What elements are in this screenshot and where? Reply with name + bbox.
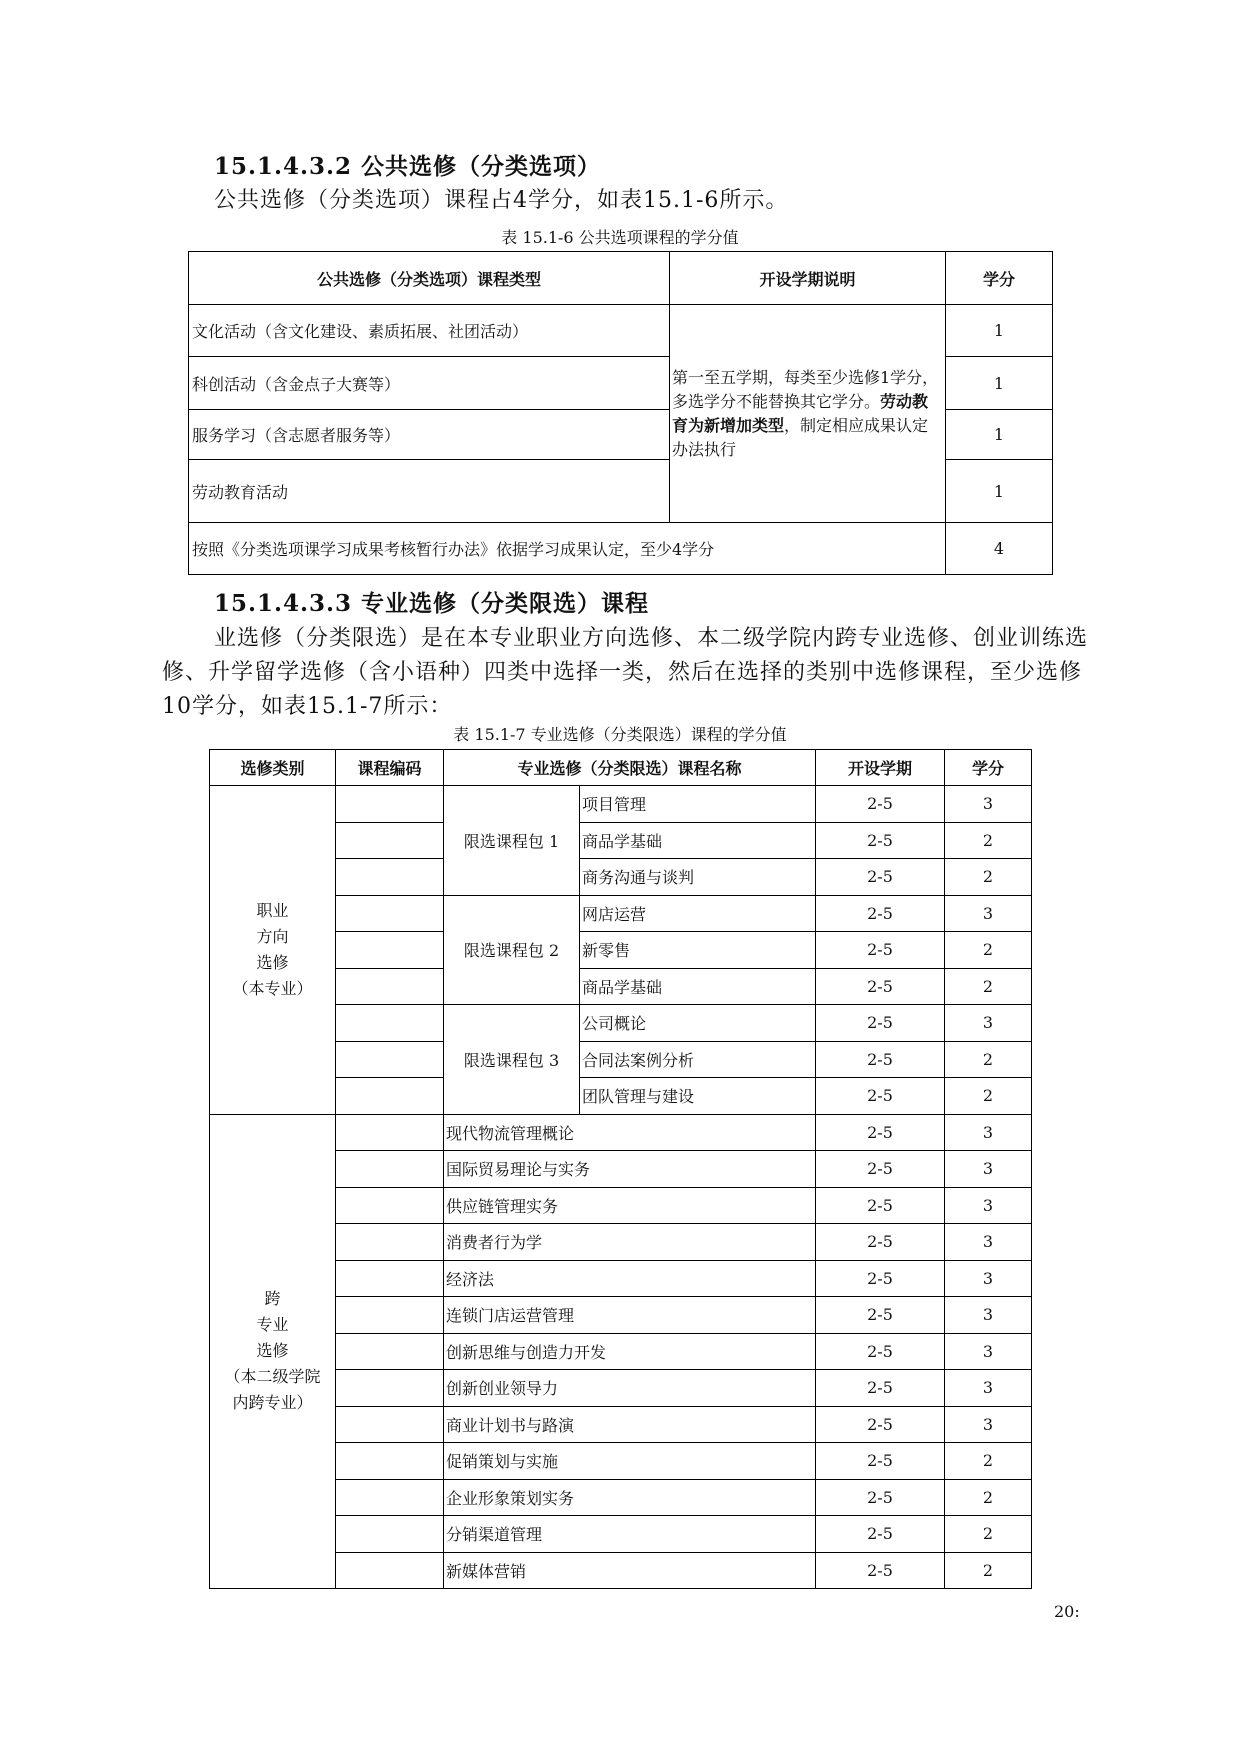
- credit-table-public-elective: [188, 251, 1053, 575]
- credit-cell: 1: [946, 460, 1053, 523]
- course-name-cell: 消费者行为学: [444, 1224, 816, 1261]
- term-cell: 2-5: [816, 1005, 945, 1042]
- term-cell: 2-5: [816, 1406, 945, 1443]
- category-cell: [210, 786, 336, 1115]
- column-header: 课程编码: [336, 750, 444, 786]
- term-cell: 2-5: [816, 1260, 945, 1297]
- column-header: 开设学期: [816, 750, 945, 786]
- category-label-line: 跨: [264, 1289, 281, 1309]
- course-name-cell: 公司概论: [580, 1005, 816, 1042]
- term-cell: 2-5: [816, 822, 945, 859]
- course-code-cell: [336, 1443, 444, 1480]
- table-caption: 表 15.1-7 专业选修（分类限选）课程的学分值: [453, 725, 787, 744]
- course-name-cell: 商务沟通与谈判: [580, 859, 816, 896]
- page-number: 20:: [1054, 1602, 1080, 1621]
- course-code-cell: [336, 822, 444, 859]
- course-name-cell: 合同法案例分析: [580, 1041, 816, 1078]
- table-row: [210, 786, 1032, 823]
- credit-cell: 1: [946, 305, 1053, 357]
- credit-cell: 3: [945, 1297, 1032, 1334]
- term-cell: 2-5: [816, 1114, 945, 1151]
- course-name-cell: 项目管理: [580, 786, 816, 823]
- category-label-line: 方向: [256, 926, 289, 946]
- category-label-line: 选修: [256, 1341, 289, 1361]
- term-cell: 2-5: [816, 859, 945, 896]
- column-header: 学分: [945, 750, 1032, 786]
- credit-cell: 2: [945, 822, 1032, 859]
- credit-cell: 2: [945, 1078, 1032, 1115]
- course-name-cell: 分销渠道管理: [444, 1516, 816, 1553]
- section-heading: 15.1.4.3.3 专业选修（分类限选）课程: [214, 590, 650, 617]
- credit-cell: 2: [945, 932, 1032, 969]
- course-code-cell: [336, 1406, 444, 1443]
- package-name-cell: 限选课程包 2: [444, 895, 580, 1005]
- term-cell: 2-5: [816, 968, 945, 1005]
- credit-table-professional-elective: [209, 749, 1032, 1589]
- course-name-cell: 企业形象策划实务: [444, 1479, 816, 1516]
- course-code-cell: [336, 1479, 444, 1516]
- course-type-cell: 科创活动（含金点子大赛等）: [189, 357, 670, 410]
- package-name-cell: 限选课程包 3: [444, 1005, 580, 1115]
- term-note-text: 第一至五学期，每类至少选修1学分，多选学分不能替换其它学分。: [672, 367, 939, 411]
- table-row: [210, 1114, 1032, 1151]
- course-name-cell: 创新创业领导力: [444, 1370, 816, 1407]
- table-row: [189, 305, 1053, 357]
- course-name-cell: 连锁门店运营管理: [444, 1297, 816, 1334]
- column-header: 学分: [946, 252, 1053, 305]
- term-cell: 2-5: [816, 1078, 945, 1115]
- term-cell: 2-5: [816, 932, 945, 969]
- category-label-line: （本二级学院: [224, 1367, 321, 1387]
- category-label-line: 专业: [256, 1315, 289, 1335]
- term-cell: 2-5: [816, 1516, 945, 1553]
- credit-cell: 3: [945, 1151, 1032, 1188]
- footer-note-cell: 按照《分类选项课学习成果考核暂行办法》依据学习成果认定，至少4学分: [189, 523, 946, 575]
- course-name-cell: 团队管理与建设: [580, 1078, 816, 1115]
- term-cell: 2-5: [816, 1333, 945, 1370]
- table-row: [189, 523, 1053, 575]
- credit-cell: 3: [945, 1333, 1032, 1370]
- course-name-cell: 网店运营: [580, 895, 816, 932]
- term-cell: 2-5: [816, 1151, 945, 1188]
- package-name-cell: 限选课程包 1: [444, 786, 580, 896]
- course-name-cell: 商业计划书与路演: [444, 1406, 816, 1443]
- credit-cell: 2: [945, 1443, 1032, 1480]
- credit-cell: 3: [945, 1187, 1032, 1224]
- category-label-line: 选修: [256, 952, 289, 972]
- credit-cell: 3: [945, 786, 1032, 823]
- section-paragraph: 业选修（分类限选）是在本专业职业方向选修、本二级学院内跨专业选修、创业训练选修、升学留学选修（含小语种）四类中选择一类，然后在选择的类别中选修课程，至少选修10学分，如表15.1-7所示：: [162, 626, 1089, 719]
- credit-cell: 3: [945, 1114, 1032, 1151]
- course-code-cell: [336, 1333, 444, 1370]
- column-header: 选修类别: [210, 750, 336, 786]
- course-code-cell: [336, 1114, 444, 1151]
- course-name-cell: 经济法: [444, 1260, 816, 1297]
- category-label-line: （本专业）: [232, 978, 313, 998]
- course-code-cell: [336, 1005, 444, 1042]
- course-code-cell: [336, 1297, 444, 1334]
- term-cell: 2-5: [816, 1552, 945, 1589]
- term-cell: 2-5: [816, 1479, 945, 1516]
- term-cell: 2-5: [816, 1041, 945, 1078]
- course-code-cell: [336, 859, 444, 896]
- credit-cell: 3: [945, 895, 1032, 932]
- credit-cell: 2: [945, 1516, 1032, 1553]
- course-code-cell: [336, 1151, 444, 1188]
- term-note-emphasis: 劳动教育为新增加类型: [672, 391, 929, 435]
- term-cell: 2-5: [816, 1187, 945, 1224]
- term-cell: 2-5: [816, 1443, 945, 1480]
- term-note-cell: [670, 305, 946, 523]
- course-code-cell: [336, 968, 444, 1005]
- table-caption: 表 15.1-6 公共选项课程的学分值: [501, 228, 739, 247]
- course-name-cell: 创新思维与创造力开发: [444, 1333, 816, 1370]
- course-code-cell: [336, 1370, 444, 1407]
- credit-cell: 4: [946, 523, 1053, 575]
- credit-cell: 1: [946, 410, 1053, 460]
- course-name-cell: 供应链管理实务: [444, 1187, 816, 1224]
- credit-cell: 3: [945, 1406, 1032, 1443]
- term-cell: 2-5: [816, 1297, 945, 1334]
- course-code-cell: [336, 1516, 444, 1553]
- term-cell: 2-5: [816, 1224, 945, 1261]
- course-code-cell: [336, 895, 444, 932]
- credit-cell: 2: [945, 859, 1032, 896]
- course-name-cell: 国际贸易理论与实务: [444, 1151, 816, 1188]
- course-code-cell: [336, 1224, 444, 1261]
- category-label-line: 职业: [256, 900, 289, 920]
- course-name-cell: 现代物流管理概论: [444, 1114, 816, 1151]
- course-name-cell: 商品学基础: [580, 968, 816, 1005]
- credit-cell: 2: [945, 1552, 1032, 1589]
- term-cell: 2-5: [816, 786, 945, 823]
- course-name-cell: 促销策划与实施: [444, 1443, 816, 1480]
- credit-cell: 3: [945, 1370, 1032, 1407]
- credit-cell: 3: [945, 1260, 1032, 1297]
- course-code-cell: [336, 786, 444, 823]
- credit-cell: 1: [946, 357, 1053, 410]
- course-name-cell: 商品学基础: [580, 822, 816, 859]
- course-type-cell: 劳动教育活动: [189, 460, 670, 523]
- course-type-cell: 服务学习（含志愿者服务等）: [189, 410, 670, 460]
- section-heading: 15.1.4.3.2 公共选修（分类选项）: [214, 153, 602, 180]
- term-note-text: ，制定相应成果认定办法执行: [672, 415, 929, 459]
- credit-cell: 3: [945, 1224, 1032, 1261]
- course-name-cell: 新零售: [580, 932, 816, 969]
- credit-cell: 2: [945, 968, 1032, 1005]
- category-label-line: 内跨专业）: [232, 1393, 313, 1413]
- term-cell: 2-5: [816, 1370, 945, 1407]
- column-header: 开设学期说明: [670, 252, 946, 305]
- course-type-cell: 文化活动（含文化建设、素质拓展、社团活动）: [189, 305, 670, 357]
- course-code-cell: [336, 1552, 444, 1589]
- credit-cell: 2: [945, 1041, 1032, 1078]
- course-name-cell: 新媒体营销: [444, 1552, 816, 1589]
- course-code-cell: [336, 1078, 444, 1115]
- course-code-cell: [336, 1260, 444, 1297]
- category-cell: [210, 1114, 336, 1589]
- column-header: 公共选修（分类选项）课程类型: [189, 252, 670, 305]
- credit-cell: 2: [945, 1479, 1032, 1516]
- credit-cell: 3: [945, 1005, 1032, 1042]
- course-code-cell: [336, 1187, 444, 1224]
- column-header: 专业选修（分类限选）课程名称: [444, 750, 816, 786]
- course-code-cell: [336, 1041, 444, 1078]
- course-code-cell: [336, 932, 444, 969]
- section-paragraph: 公共选修（分类选项）课程占4学分，如表15.1-6所示。: [214, 188, 789, 213]
- term-cell: 2-5: [816, 895, 945, 932]
